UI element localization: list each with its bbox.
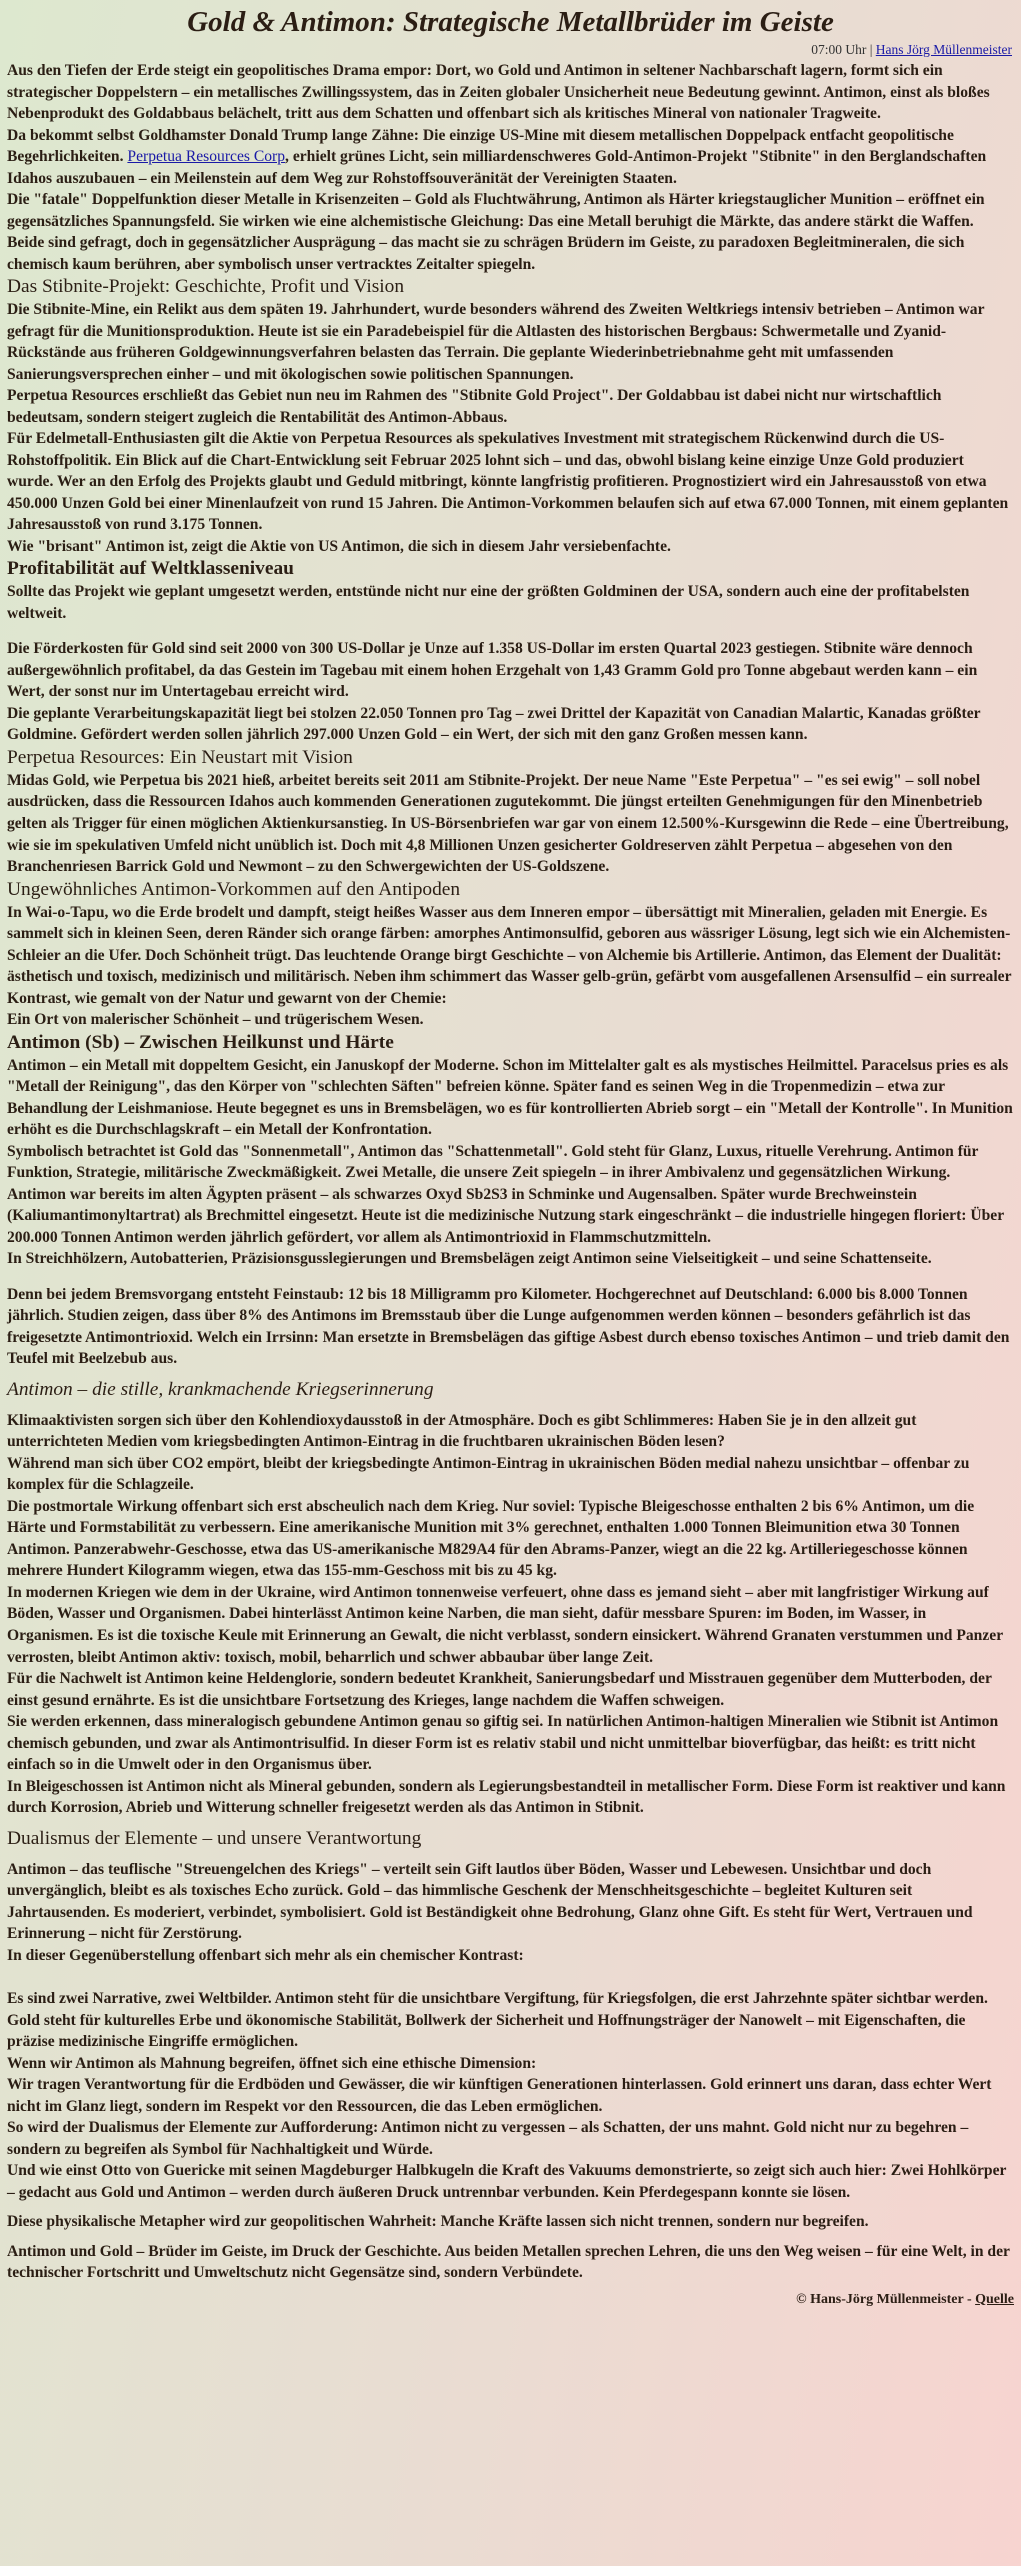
author-link[interactable]: Hans Jörg Müllenmeister [875,42,1012,57]
paragraph-trump: Da bekommt selbst Goldhamster Donald Trump lange Zähne: Die einzige US-Mine mit diesem metallischen Doppelpack entfacht geopolitische Begehrlichkeiten. Perpetua Resources Corp, erhielt grünes Licht, sein milliardenschweres Gold-Antimon-Projekt "Stibnite" in den Berglandschaften Idahos auszubauen – ein Meilenstein auf dem Weg zur Rohstoffsouveränität der Vereinigten Staaten. [7,126,987,187]
paragraph: Antimon war bereits im alten Ägypten präsent – als schwarzes Oxyd Sb2S3 in Schminke und Augensalben. Später wurde Brechweinstein (Kaliumantimonyltartrat) als Brechmittel eingesetzt. Heute ist die medizinische Nutzung stark eingeschränkt – die industrielle hingegen floriert: Über 200.000 Tonnen Antimon werden jährlich gefördert, vor allem als Antimontrioxid in Flammschutzmitteln. [7,1185,1004,1246]
page-title: Gold & Antimon: Strategische Metallbrüder im Geiste [187,6,834,38]
heading-antipoden: Ungewöhnliches Antimon-Vorkommen auf den Antipoden [7,878,461,900]
paragraph: Für die Nachwelt ist Antimon keine Heldenglorie, sondern bedeutet Krankheit, Sanierungsbedarf und Misstrauen gegenüber dem Mutterboden, der einst gesund ernährte. Es ist die unsichtbare Fortsetzung des Krieges, lange nachdem die Waffen schweigen. [7,1670,992,1709]
paragraph: Wie "brisant" Antimon ist, zeigt die Aktie von US Antimon, die sich in diesem Jahr versiebenfachte. [7,537,671,555]
heading-stibnite: Das Stibnite-Projekt: Geschichte, Profit und Vision [7,276,405,298]
heading-profit: Profitabilität auf Weltklasseniveau [7,558,294,580]
paragraph: Symbolisch betrachtet ist Gold das "Sonnenmetall", Antimon das "Schattenmetall". Gold steht für Glanz, Luxus, rituelle Verehrung. Antimon für Funktion, Strategie, militärische Zweckmäßigkeit. Zwei Metalle, die unsere Zeit spiegeln – in ihrer Ambivalenz und gegensätzlichen Wirkung. [7,1142,979,1182]
spacer [7,1402,1014,1410]
paragraph: Gold steht für kulturelles Erbe und ökonomische Stabilität, Bollwerk der Sicherheit und Hoffnungsträger der Nanowelt – mit Eigenschaften, die präzise medizinische Eingriffe ermöglichen. [7,2011,966,2051]
paragraph: In dieser Gegenüberstellung offenbart sich mehr als ein chemischer Kontrast: [7,1946,524,1964]
paragraph: So wird der Dualismus der Elemente zur Aufforderung: Antimon nicht zu vergessen – als Schatten, der uns mahnt. Gold nicht nur zu begehren – sondern zu begreifen als Symbol für Nachhaltigkeit und Würde. [7,2119,969,2158]
heading-antimon-sb: Antimon (Sb) – Zwischen Heilkunst und Härte [7,1031,394,1053]
paragraph: Die Stibnite-Mine, ein Relikt aus dem späten 19. Jahrhundert, wurde besonders während des Zweiten Weltkriegs intensiv betrieben – Antimon war gefragt für die Munitionsproduktion. Heute ist sie ein Paradebeispiel für die Altlasten des historischen Bergbaus: Schwermetalle und Zyanid-Rückstände aus früheren Goldgewinnungsverfahren belasten das Terrain. Die geplante Wiederinbetriebnahme geht mit umfassenden Sanierungsversprechen einher – und mit ökologischen sowie politischen Spannungen. [7,301,985,383]
heading-dualismus: Dualismus der Elemente – und unsere Verantwortung [7,1827,422,1849]
article-meta [7,42,1012,58]
spacer [7,1270,1014,1284]
publish-time: 07:00 Uhr [811,42,867,57]
paragraph: Für Edelmetall-Enthusiasten gilt die Aktie von Perpetua Resources als spekulatives Investment mit strategischem Rückenwind durch die US-Rohstoffpolitik. Ein Blick auf die Chart-Entwicklung seit Februar 2025 lohnt sich – und das, obwohl bislang keine einzige Unze Gold produziert wurde. Wer an den Erfolg des Projekts glaubt und Geduld mitbringt, könnte langfristig profitieren. Prognostiziert wird ein Jahresausstoß von etwa 450.000 Unzen Gold bei einer Minenlaufzeit von rund 15 Jahren. Die Antimon-Vorkommen belaufen sich auf etwa 67.000 Tonnen, mit einem geplanten Jahresausstoß von rund 3.175 Tonnen. [7,430,1009,534]
paragraph: Wir tragen Verantwortung für die Erdböden und Gewässer, die wir künftigen Generationen hinterlassen. Gold erinnert uns daran, dass echter Wert nicht im Glanz liegt, sondern im Respekt vor den Ressourcen, die das Leben ermöglichen. [7,2076,992,2115]
heading-kriegserinnerung: Antimon – die stille, krankmachende Kriegserinnerung [7,1378,434,1400]
paragraph: Die postmortale Wirkung offenbart sich erst abscheulich nach dem Krieg. Nur soviel: Typische Bleigeschosse enthalten 2 bis 6% Antimon, um die Härte und Formstabilität zu verbessern. Eine amerikanische Munition mit 3% gerechnet, enthalten 1.000 Tonnen Bleimunition etwa 30 Tonnen Antimon. Panzerabwehr-Geschosse, etwa das US-amerikanische M829A4 für den Abrams-Panzer, wiegt an die 22 kg. Artilleriegeschosse können mehrere Hundert Kilogramm wiegen, etwa das 155-mm-Geschoss mit bis zu 45 kg. [7,1497,975,1580]
spacer [7,1851,1014,1859]
paragraph-doppelfunktion: Die "fatale" Doppelfunktion dieser Metalle in Krisenzeiten – Gold als Fluchtwährung, Antimon als Härter kriegstauglicher Munition – eröffnet ein gegensätzliches Spannungsfeld. Sie wirken wie eine alchemistische Gleichung: Das eine Metall beruhigt die Märkte, das andere stärkt die Waffen. Beide sind gefragt, doch in gegensätzlicher Ausprägung – das macht sie zu schrägen Brüdern im Geiste, zu paradoxen Begleitmineralen, die sich chemisch kaum berühren, aber symbolisch unser vertracktes Zeitalter spiegeln. [7,191,985,273]
spacer [7,2233,1014,2241]
meta-separator: | [869,42,873,57]
spacer [7,624,1014,638]
paragraph: Antimon und Gold – Brüder im Geiste, im Druck der Geschichte. Aus beiden Metallen sprechen Lehren, die uns den Weg weisen – für eine Welt, in der technischer Fortschritt und Umweltschutz nicht Gegensätze sind, sondern Verbündete. [7,2242,1010,2282]
paragraph: Wenn wir Antimon als Mahnung begreifen, öffnet sich eine ethische Dimension: [7,2054,537,2072]
source-link[interactable]: Quelle [975,2291,1014,2307]
spacer [7,1980,1014,1988]
spacer [7,1370,1014,1378]
paragraph: Antimon – das teuflische "Streuengelchen des Kriegs" – verteilt sein Gift lautlos über Böden, Wasser und Lebewesen. Unsichtbar und doch unvergänglich, bleibt es als toxisches Echo zurück. Gold – das himmlische Geschenk der Menschheitsgeschichte – begleitet Kulturen seit Jahrtausenden. Es moderiert, verbindet, symbolisiert. Gold ist Beständigkeit ohne Bedrohung, Glanz ohne Gift. Es steht für Wert, Vertrauen und Erinnerung – nicht für Zerstörung. [7,1860,973,1943]
paragraph: In modernen Kriegen wie dem in der Ukraine, wird Antimon tonnenweise verfeuert, ohne dass es jemand sieht – aber mit langfristiger Wirkung auf Böden, Wasser und Organismen. Dabei hinterlässt Antimon keine Narben, die man sieht, dafür messbare Spuren: im Boden, im Wasser, in Organismen. Es ist die toxische Keule mit Erinnerung an Gewalt, die nicht verblasst, sondern einsickert. Während Granaten verstummen und Panzer verrosten, bleibt Antimon aktiv: toxisch, mobil, beharrlich und schwer abbaubar über lange Zeit. [7,1583,1003,1666]
paragraph: In Wai-o-Tapu, wo die Erde brodelt und dampft, steigt heißes Wasser aus dem Inneren empor – übersättigt mit Mineralien, geladen mit Energie. Es sammelt sich in kleinen Seen, deren Ränder sich orange färben: amorphes Antimonsulfid, geboren aus wässriger Lösung, legt sich wie ein Alchemisten-Schleier an die Ufer. Doch Schönheit trügt. Das leuchtende Orange birgt Geschichte – von Alchemie bis Artillerie. Antimon, das Element der Dualität: ästhetisch und toxisch, medizinisch und militärisch. Neben ihm schimmert das Wasser gelb-grün, gefärbt vom ausgefallenen Arsensulfid – ein surrealer Kontrast, wie gemalt von der Natur und gewarnt von der Chemie: [7,903,1012,1007]
spacer [7,2203,1014,2211]
paragraph: Perpetua Resources erschließt das Gebiet nun neu im Rahmen des "Stibnite Gold Project". Der Goldabbau ist dabei nicht nur wirtschaftlich bedeutsam, sondern steigert zugleich die Rentabilität des Antimon-Abbaus. [7,387,942,426]
paragraph: In Streichhölzern, Autobatterien, Präzisionsgusslegierungen und Bremsbelägen zeigt Antimon seine Vielseitigkeit – und seine Schattenseite. [7,1250,932,1268]
spacer [7,1966,1014,1980]
spacer [7,1819,1014,1827]
paragraph: Klimaaktivisten sorgen sich über den Kohlendioxydausstoß in der Atmosphäre. Doch es gibt Schlimmeres: Haben Sie je in den allzeit gut unterrichteten Medien vom kriegsbedingten Antimon-Eintrag in die fruchtbaren ukrainischen Böden lesen? [7,1411,917,1451]
paragraph: In Bleigeschossen ist Antimon nicht als Mineral gebunden, sondern als Legierungsbestandteil in metallischer Form. Diese Form ist reaktiver und kann durch Korrosion, Abrieb und Witterung schneller freigesetzt werden als das Antimon in Stibnit. [7,1777,1006,1817]
paragraph: Ein Ort von malerischer Schönheit – und trügerischem Wesen. [7,1011,424,1029]
paragraph: Während man sich über CO2 empört, bleibt der kriegsbedingte Antimon-Eintrag in ukrainischen Böden medial nahezu unsichtbar – offenbar zu komplex für die Schlagzeile. [7,1454,970,1494]
paragraph-intro: Aus den Tiefen der Erde steigt ein geopolitisches Drama empor: Dort, wo Gold und Antimon in seltener Nachbarschaft lagern, formt sich ein strategischer Doppelstern – ein metallisches Zwillingssystem, das in Zeiten globaler Unsicherheit neue Bedeutung gewinnt. Antimon, einst als bloßes Nebenprodukt des Goldabbaus belächelt, tritt aus dem Schatten und offenbart sich als kritisches Mineral von nationaler Tragweite. [7,62,990,123]
paragraph: Antimon – ein Metall mit doppeltem Gesicht, ein Januskopf der Moderne. Schon im Mittelalter galt es als mystisches Heilmittel. Paracelsus pries es als "Metall der Reinigung", das den Körper von "schlechten Säften" befreien könne. Später fand es seinen Weg in die Tropenmedizin – etwa zur Behandlung der Leishmaniose. Heute begegnet es uns in Bremsbelägen, wo es für kontrollierten Abrieb sorgt – ein "Metall der Kontrolle". In Munition erhöht es die Durchschlagskraft – ein Metall der Konfrontation. [7,1056,1013,1139]
perpetua-link[interactable]: Perpetua Resources Corp [127,148,286,166]
paragraph: Es sind zwei Narrative, zwei Weltbilder. Antimon steht für die unsichtbare Vergiftung, für Kriegsfolgen, die erst Jahrzehnte später sichtbar werden. [7,1990,988,2008]
paragraph: Sie werden erkennen, dass mineralogisch gebundene Antimon genau so giftig sei. In natürlichen Antimon-haltigen Mineralien wie Stibnit ist Antimon chemisch gebunden, und zwar als Antimontrisulfid. In dieser Form ist es relativ stabil und nicht unmittelbar bioverfügbar, das heißt: es tritt nicht einfach so in die Umwelt oder in den Organismus über. [7,1713,999,1774]
paragraph: Und wie einst Otto von Guericke mit seinen Magdeburger Halbkugeln die Kraft des Vakuums demonstrierte, so zeigt sich auch hier: Zwei Hohlkörper – gedacht aus Gold und Antimon – werden durch äußeren Druck untrennbar verbunden. Kein Pferdegespann konnte sie lösen. [7,2162,1007,2201]
article-footer [7,2292,1014,2308]
paragraph: Denn bei jedem Bremsvorgang entsteht Feinstaub: 12 bis 18 Milligramm pro Kilometer. Hochgerechnet auf Deutschland: 6.000 bis 8.000 Tonnen jährlich. Studien zeigen, dass über 8% des Antimons im Bremsstaub über die Lunge aufgenommen werden können – besonders gefährlich ist das freigesetzte Antimontrioxid. Welch ein Irrsinn: Man ersetzte in Bremsbelägen das giftige Asbest durch ebenso toxisches Antimon – und trieb damit den Teufel mit Beelzebub aus. [7,1285,1010,1368]
copyright-text: © Hans-Jörg Müllenmeister - [796,2291,976,2307]
paragraph: Sollte das Projekt wie geplant umgesetzt werden, entstünde nicht nur eine der größten Goldminen der USA, sondern auch eine der profitabelsten weltweit. [7,583,970,622]
heading-perpetua: Perpetua Resources: Ein Neustart mit Vision [7,746,353,768]
paragraph: Die geplante Verarbeitungskapazität liegt bei stolzen 22.050 Tonnen pro Tag – zwei Drittel der Kapazität von Canadian Malartic, Kanadas größter Goldmine. Gefördert werden sollen jährlich 297.000 Unzen Gold – ein Wert, der sich mit den ganz Großen messen kann. [7,704,981,744]
paragraph: Midas Gold, wie Perpetua bis 2021 hieß, arbeitet bereits seit 2011 am Stibnite-Projekt. Der neue Name "Este Perpetua" – "es sei ewig" – soll nobel ausdrücken, dass die Ressourcen Idahos auch kommenden Generationen zugutekommt. Die jüngst erteilten Genehmigungen für den Minenbetrieb gelten als Trigger für einen möglichen Aktienkursanstieg. In US-Börsenbriefen war gar von einem 12.500%-Kursgewinn die Rede – eine Übertreibung, wie sie im spekulativen Umfeld nicht unüblich ist. Doch mit 4,8 Millionen Unzen gesicherter Goldreserven zählt Perpetua – abgesehen von den Branchenriesen Barrick Gold und Newmont – zu den Schwergewichten der US-Goldszene. [7,771,1009,876]
paragraph: Diese physikalische Metapher wird zur geopolitischen Wahrheit: Manche Kräfte lassen sich nicht trennen, sondern nur begreifen. [7,2213,869,2231]
paragraph: Die Förderkosten für Gold sind seit 2000 von 300 US-Dollar je Unze auf 1.358 US-Dollar im ersten Quartal 2023 gestiegen. Stibnite wäre dennoch außergewöhnlich profitabel, da das Gestein im Tagebau mit einem hohen Erzgehalt von 1,43 Gramm Gold pro Tonne abgebaut werden kann – ein Wert, der sonst nur im Untertagebau erreicht wird. [7,640,978,701]
article [0,6,1021,2308]
